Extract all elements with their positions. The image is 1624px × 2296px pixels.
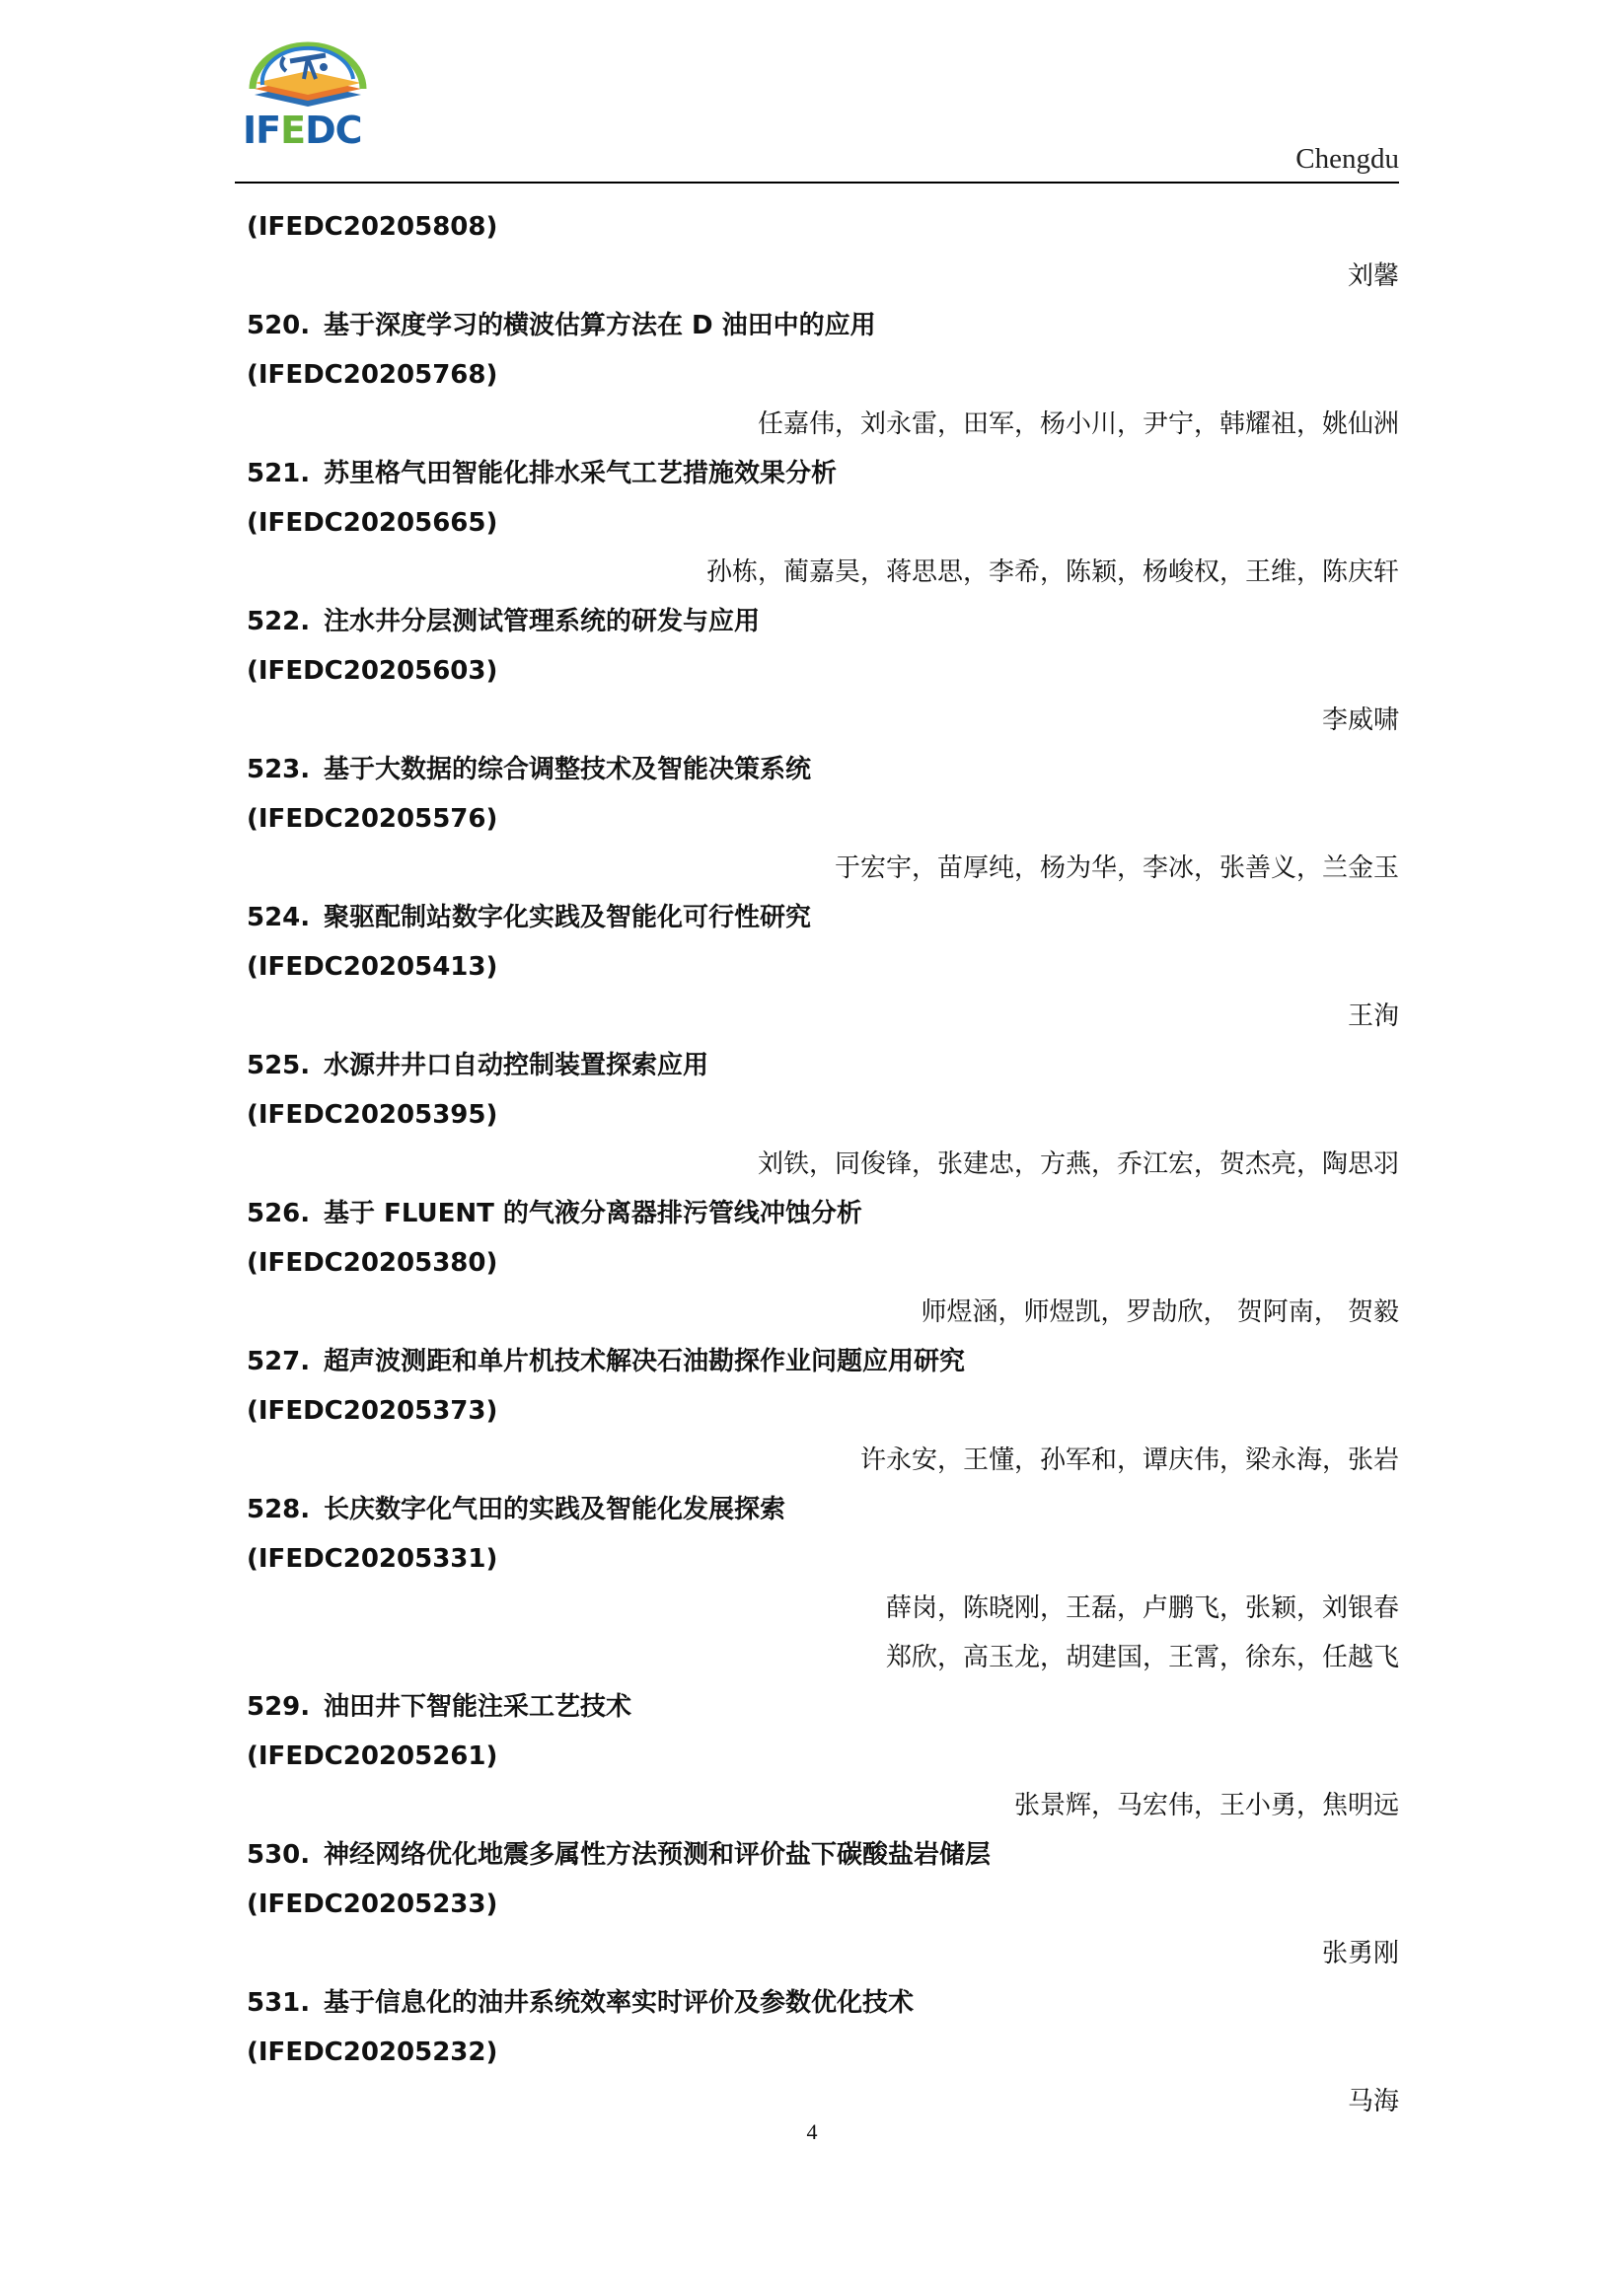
header-city: Chengdu xyxy=(1295,143,1399,175)
entry-title: 526. 基于 FLUENT 的气液分离器排污管线冲蚀分析 xyxy=(247,1189,1399,1238)
page-number: 4 xyxy=(806,2119,818,2144)
entry-title: 525. 水源井井口自动控制装置探索应用 xyxy=(247,1041,1399,1090)
entry-number: 521. xyxy=(247,459,311,488)
entry-number: 523. xyxy=(247,755,311,784)
entry-title: 524. 聚驱配制站数字化实践及智能化可行性研究 xyxy=(247,893,1399,942)
entry-number: 522. xyxy=(247,607,311,636)
entry-number: 524. xyxy=(247,903,311,932)
entry-authors: 张景辉，马宏伟，王小勇，焦明远 xyxy=(1013,1791,1399,1820)
entry-authors: 于宏宇，苗厚纯，杨为华，李冰，张善义，兰金玉 xyxy=(834,853,1399,883)
entry-number: 525. xyxy=(247,1051,311,1080)
entry-authors: 郑欣，高玉龙，胡建国，王霄，徐东，任越飞 xyxy=(885,1643,1399,1672)
entry-code: (IFEDC20205233) xyxy=(247,1889,498,1919)
entry-code: (IFEDC20205232) xyxy=(247,2037,498,2067)
entry-authors: 任嘉伟，刘永雷，田军，杨小川，尹宁，韩耀祖，姚仙洲 xyxy=(757,409,1399,439)
entry-title: 521. 苏里格气田智能化排水采气工艺措施效果分析 xyxy=(247,449,1399,498)
entry-title: 520. 基于深度学习的横波估算方法在 D 油田中的应用 xyxy=(247,301,1399,350)
entry-authors: 王洵 xyxy=(1347,1001,1399,1031)
entry-authors: 刘铁，同俊锋，张建忠，方燕，乔江宏，贺杰亮，陶思羽 xyxy=(757,1149,1399,1179)
entry-authors: 师煜涵，师煜凯，罗劼欣， 贺阿南， 贺毅 xyxy=(921,1297,1399,1327)
entry-title: 528. 长庆数字化气田的实践及智能化发展探索 xyxy=(247,1485,1399,1534)
entry-title: 530. 神经网络优化地震多属性方法预测和评价盐下碳酸盐岩储层 xyxy=(247,1830,1399,1880)
entry-code: (IFEDC20205380) xyxy=(247,1248,498,1278)
entry-title: 523. 基于大数据的综合调整技术及智能决策系统 xyxy=(247,745,1399,794)
entry-code: (IFEDC20205768) xyxy=(247,360,498,390)
entry-code: (IFEDC20205373) xyxy=(247,1396,498,1426)
entry-authors: 薛岗，陈晓刚，王磊，卢鹏飞，张颖，刘银春 xyxy=(885,1593,1399,1623)
entry-number: 528. xyxy=(247,1495,311,1524)
entry-number: 527. xyxy=(247,1347,311,1376)
entry-title: 522. 注水井分层测试管理系统的研发与应用 xyxy=(247,597,1399,646)
ifedc-logo xyxy=(235,39,381,152)
entry-code: (IFEDC20205395) xyxy=(247,1100,498,1130)
entry-code: (IFEDC20205808) xyxy=(247,212,498,242)
entry-code: (IFEDC20205665) xyxy=(247,508,498,538)
entry-number: 531. xyxy=(247,1988,311,2018)
entry-authors: 孙栋，蔺嘉昊，蒋思思，李希，陈颖，杨峻权，王维，陈庆轩 xyxy=(705,557,1399,587)
entry-title: 529. 油田井下智能注采工艺技术 xyxy=(247,1682,1399,1732)
oil-pump-globe-icon xyxy=(235,39,381,116)
entry-authors: 李威啸 xyxy=(1321,705,1399,735)
entry-authors: 许永安，王懂，孙军和，谭庆伟，梁永海，张岩 xyxy=(859,1445,1399,1475)
entry-code: (IFEDC20205261) xyxy=(247,1741,498,1771)
entry-title: 527. 超声波测距和单片机技术解决石油勘探作业问题应用研究 xyxy=(247,1337,1399,1386)
entry-number: 526. xyxy=(247,1199,311,1228)
entry-code: (IFEDC20205603) xyxy=(247,656,498,686)
logo-wordmark: IFEDC xyxy=(243,109,362,152)
entry-authors: 马海 xyxy=(1347,2087,1399,2116)
entry-title: 531. 基于信息化的油井系统效率实时评价及参数优化技术 xyxy=(247,1978,1399,2028)
entry-number: 530. xyxy=(247,1840,311,1870)
entry-code: (IFEDC20205576) xyxy=(247,804,498,834)
entry-authors: 刘馨 xyxy=(1347,261,1399,291)
entry-authors: 张勇刚 xyxy=(1321,1939,1399,1968)
paper-list xyxy=(247,202,1399,2126)
entry-number: 529. xyxy=(247,1692,311,1722)
entry-number: 520. xyxy=(247,311,311,340)
header-divider xyxy=(235,182,1399,184)
entry-code: (IFEDC20205331) xyxy=(247,1544,498,1574)
entry-code: (IFEDC20205413) xyxy=(247,952,498,982)
